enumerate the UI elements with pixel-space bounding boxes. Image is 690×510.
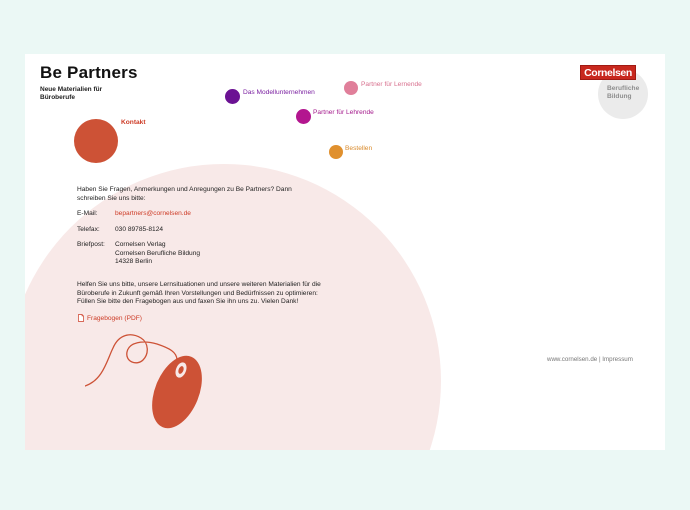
footer-separator: | bbox=[598, 356, 601, 363]
email-link[interactable]: bepartners@cornelsen.de bbox=[115, 210, 191, 217]
nav-dot-partner-lernende[interactable] bbox=[344, 81, 358, 95]
nav-dot-partner-lehrende[interactable] bbox=[296, 109, 311, 124]
page-card bbox=[25, 54, 665, 450]
subtitle-line: Neue Materialien für bbox=[40, 86, 103, 93]
footer bbox=[547, 356, 633, 363]
footer-link-site[interactable]: www.cornelsen.de bbox=[547, 356, 598, 363]
email-label: E-Mail: bbox=[77, 210, 98, 217]
document-icon bbox=[78, 314, 84, 322]
address-line: Cornelsen Verlag bbox=[115, 241, 166, 248]
logo-subtitle-line: Berufliche bbox=[607, 85, 640, 92]
pdf-link-label: Fragebogen (PDF) bbox=[87, 314, 142, 322]
nav-link-kontakt[interactable]: Kontakt bbox=[121, 119, 146, 126]
pdf-download-link[interactable] bbox=[78, 314, 142, 322]
logo-subtitle-line: Bildung bbox=[607, 93, 632, 100]
post-address bbox=[115, 241, 200, 267]
fax-value: 030 89785-8124 bbox=[115, 226, 164, 233]
nav-link-modellunternehmen[interactable]: Das Modellunternehmen bbox=[243, 89, 315, 96]
post-label: Briefpost: bbox=[77, 241, 105, 248]
page-title: Be Partners bbox=[40, 63, 138, 82]
computer-mouse-icon bbox=[85, 324, 211, 450]
fax-label: Telefax: bbox=[77, 226, 100, 233]
nav-link-partner-lehrende[interactable]: Partner für Lehrende bbox=[313, 109, 374, 116]
logo-subtitle bbox=[607, 85, 647, 101]
nav-link-partner-lernende[interactable]: Partner für Lernende bbox=[361, 81, 422, 88]
nav-link-bestellen[interactable]: Bestellen bbox=[345, 145, 373, 152]
address-line: 14328 Berlin bbox=[115, 258, 153, 266]
address-line: Cornelsen Berufliche Bildung bbox=[115, 249, 201, 257]
subtitle-line: Büroberufe bbox=[40, 94, 76, 101]
cornelsen-logo[interactable]: Cornelsen bbox=[580, 65, 636, 80]
contact-intro: Haben Sie Fragen, Anmerkungen und Anregungen zu Be Partners? Dann schreiben Sie uns bitte: bbox=[77, 186, 292, 202]
page-subtitle bbox=[40, 86, 120, 102]
nav-dot-modellunternehmen[interactable] bbox=[225, 89, 240, 104]
nav-dot-bestellen[interactable] bbox=[329, 145, 343, 159]
survey-text: Helfen Sie uns bitte, unsere Lernsituationen und unsere weiteren Materialien für die Büroberufe in Zukunft gemäß Ihren Vorstellungen und Bedürfnissen zu optimieren: Füllen Sie bitte den Fragebogen aus und faxen Sie ihn uns zu. Vielen Dank! bbox=[77, 281, 321, 306]
footer-link-impressum[interactable]: Impressum bbox=[602, 356, 633, 363]
nav-dot-kontakt[interactable] bbox=[74, 119, 118, 163]
